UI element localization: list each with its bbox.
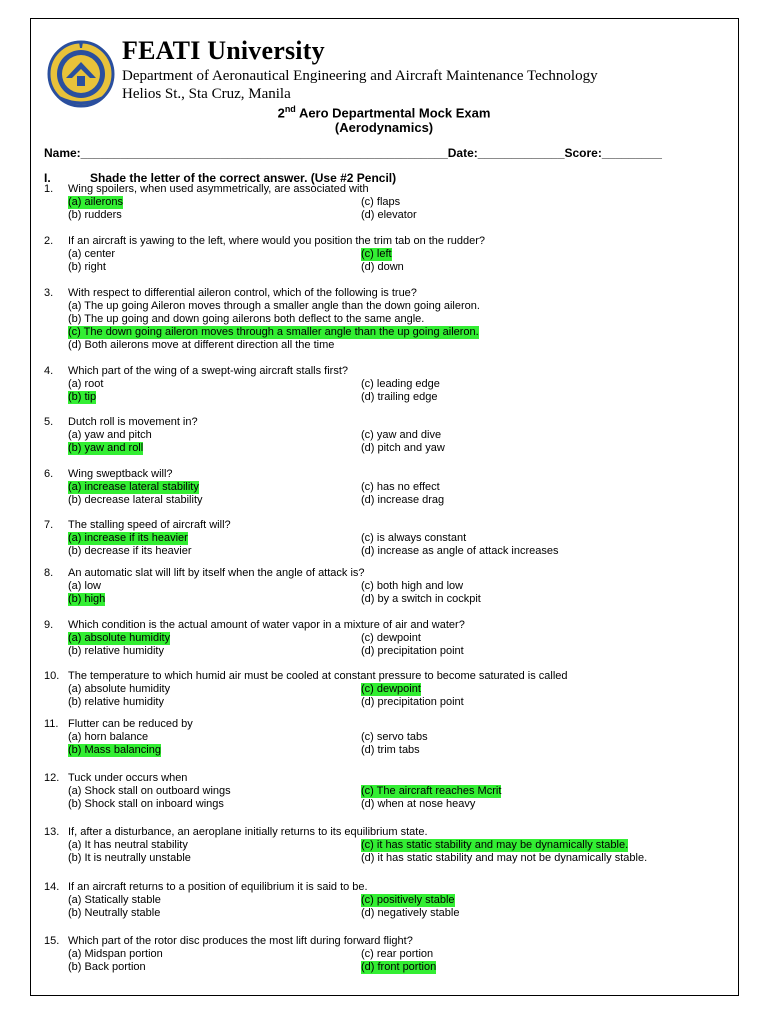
option-d[interactable]: (d) Both ailerons move at different direction all the time [68, 339, 335, 351]
option-d[interactable]: (d) trim tabs [361, 744, 420, 756]
option-c[interactable]: (c) servo tabs [361, 731, 428, 743]
question-stem: Wing spoilers, when used asymmetrically, are associated with [68, 183, 369, 195]
option-a[interactable]: (a) absolute humidity [68, 632, 171, 644]
option-d[interactable]: (d) down [361, 261, 404, 273]
option-b[interactable]: (b) decrease lateral stability [68, 494, 203, 506]
question-number: 13. [44, 826, 60, 838]
option-d[interactable]: (d) front portion [361, 961, 437, 973]
question-stem: The temperature to which humid air must be cooled at constant pressure to become saturated is called [68, 670, 568, 682]
option-c[interactable]: (c) it has static stability and may be dynamically stable. [361, 839, 629, 851]
option-a[interactable]: (a) Statically stable [68, 894, 161, 906]
option-c[interactable]: (c) left [361, 248, 392, 260]
option-a[interactable]: (a) horn balance [68, 731, 149, 743]
question-number: 6. [44, 468, 54, 480]
question-stem: If an aircraft is yawing to the left, where would you position the trim tab on the rudder? [68, 235, 486, 247]
university-seal-icon [46, 38, 116, 108]
question-number: 5. [44, 416, 54, 428]
option-a[interactable]: (a) increase lateral stability [68, 481, 199, 493]
option-d[interactable]: (d) it has static stability and may not be dynamically stable. [361, 852, 648, 864]
question-number: 8. [44, 567, 54, 579]
option-d[interactable]: (d) increase drag [361, 494, 445, 506]
option-a[interactable]: (a) low [68, 580, 102, 592]
option-c[interactable]: (c) is always constant [361, 532, 467, 544]
option-c[interactable]: (c) dewpoint [361, 683, 421, 695]
option-b[interactable]: (b) tip [68, 391, 97, 403]
option-a[interactable]: (a) ailerons [68, 196, 124, 208]
option-a[interactable]: (a) increase if its heavier [68, 532, 188, 544]
question-number: 9. [44, 619, 54, 631]
question-stem: Which part of the wing of a swept-wing aircraft stalls first? [68, 365, 348, 377]
question-stem: Wing sweptback will? [68, 468, 173, 480]
option-d[interactable]: (d) pitch and yaw [361, 442, 445, 454]
option-c[interactable]: (c) The down going aileron moves through a smaller angle than the up going aileron. [68, 326, 479, 338]
option-d[interactable]: (d) increase as angle of attack increases [361, 545, 559, 557]
question-number: 15. [44, 935, 60, 947]
option-c[interactable]: (c) both high and low [361, 580, 464, 592]
question-stem: Flutter can be reduced by [68, 718, 193, 730]
option-c[interactable]: (c) The aircraft reaches Mcrit [361, 785, 502, 797]
option-b[interactable]: (b) relative humidity [68, 696, 164, 708]
option-b[interactable]: (b) Mass balancing [68, 744, 161, 756]
option-b[interactable]: (b) Neutrally stable [68, 907, 161, 919]
question-number: 12. [44, 772, 60, 784]
option-a[interactable]: (a) Shock stall on outboard wings [68, 785, 231, 797]
option-a[interactable]: (a) center [68, 248, 116, 260]
question-number: 14. [44, 881, 60, 893]
question-number: 3. [44, 287, 54, 299]
question-stem: An automatic slat will lift by itself when the angle of attack is? [68, 567, 365, 579]
option-c[interactable]: (c) has no effect [361, 481, 440, 493]
option-c[interactable]: (c) positively stable [361, 894, 455, 906]
option-d[interactable]: (d) trailing edge [361, 391, 438, 403]
option-d[interactable]: (d) precipitation point [361, 696, 464, 708]
question-stem: Which condition is the actual amount of water vapor in a mixture of air and water? [68, 619, 465, 631]
question-stem: The stalling speed of aircraft will? [68, 519, 231, 531]
question-number: 7. [44, 519, 54, 531]
option-d[interactable]: (d) negatively stable [361, 907, 460, 919]
option-a[interactable]: (a) absolute humidity [68, 683, 171, 695]
option-b[interactable]: (b) right [68, 261, 106, 273]
option-b[interactable]: (b) yaw and roll [68, 442, 144, 454]
option-b[interactable]: (b) relative humidity [68, 645, 164, 657]
question-stem: Which part of the rotor disc produces the most lift during forward flight? [68, 935, 413, 947]
option-b[interactable]: (b) It is neutrally unstable [68, 852, 191, 864]
option-c[interactable]: (c) yaw and dive [361, 429, 442, 441]
option-b[interactable]: (b) Back portion [68, 961, 146, 973]
question-number: 11. [44, 718, 59, 730]
option-d[interactable]: (d) when at nose heavy [361, 798, 476, 810]
option-d[interactable]: (d) elevator [361, 209, 417, 221]
option-b[interactable]: (b) decrease if its heavier [68, 545, 192, 557]
question-number: 4. [44, 365, 54, 377]
section-instruction: Shade the letter of the correct answer. (Use #2 Pencil) [90, 171, 397, 185]
option-b[interactable]: (b) high [68, 593, 106, 605]
option-b[interactable]: (b) Shock stall on inboard wings [68, 798, 224, 810]
option-a[interactable]: (a) yaw and pitch [68, 429, 152, 441]
option-a[interactable]: (a) It has neutral stability [68, 839, 188, 851]
question-number: 10. [44, 670, 60, 682]
exam-subject: (Aerodynamics) [334, 120, 434, 135]
question-stem: If, after a disturbance, an aeroplane initially returns to its equilibrium state. [68, 826, 428, 838]
question-stem: Dutch roll is movement in? [68, 416, 198, 428]
university-address: Helios St., Sta Cruz, Manila [122, 86, 291, 102]
question-stem: With respect to differential aileron control, which of the following is true? [68, 287, 417, 299]
option-c[interactable]: (c) leading edge [361, 378, 440, 390]
option-d[interactable]: (d) precipitation point [361, 645, 464, 657]
exam-title: 2nd Aero Departmental Mock Exam [277, 104, 491, 121]
question-stem: If an aircraft returns to a position of equilibrium it is said to be. [68, 881, 368, 893]
option-a[interactable]: (a) The up going Aileron moves through a smaller angle than the down going aileron. [68, 300, 480, 312]
question-number: 1. [44, 183, 54, 195]
question-stem: Tuck under occurs when [68, 772, 188, 784]
section-number: I. [44, 171, 51, 185]
option-c[interactable]: (c) flaps [361, 196, 401, 208]
name-date-score-line[interactable]: Name:_______________________________________________________Date:_____________Score:_________ [44, 146, 662, 160]
university-name: FEATI University [122, 36, 325, 65]
option-b[interactable]: (b) rudders [68, 209, 122, 221]
option-c[interactable]: (c) rear portion [361, 948, 434, 960]
department-name: Department of Aeronautical Engineering and Aircraft Maintenance Technology [122, 68, 598, 84]
option-a[interactable]: (a) root [68, 378, 104, 390]
question-number: 2. [44, 235, 54, 247]
option-b[interactable]: (b) The up going and down going ailerons both deflect to the same angle. [68, 313, 425, 325]
option-c[interactable]: (c) dewpoint [361, 632, 421, 644]
option-d[interactable]: (d) by a switch in cockpit [361, 593, 481, 605]
option-a[interactable]: (a) Midspan portion [68, 948, 163, 960]
